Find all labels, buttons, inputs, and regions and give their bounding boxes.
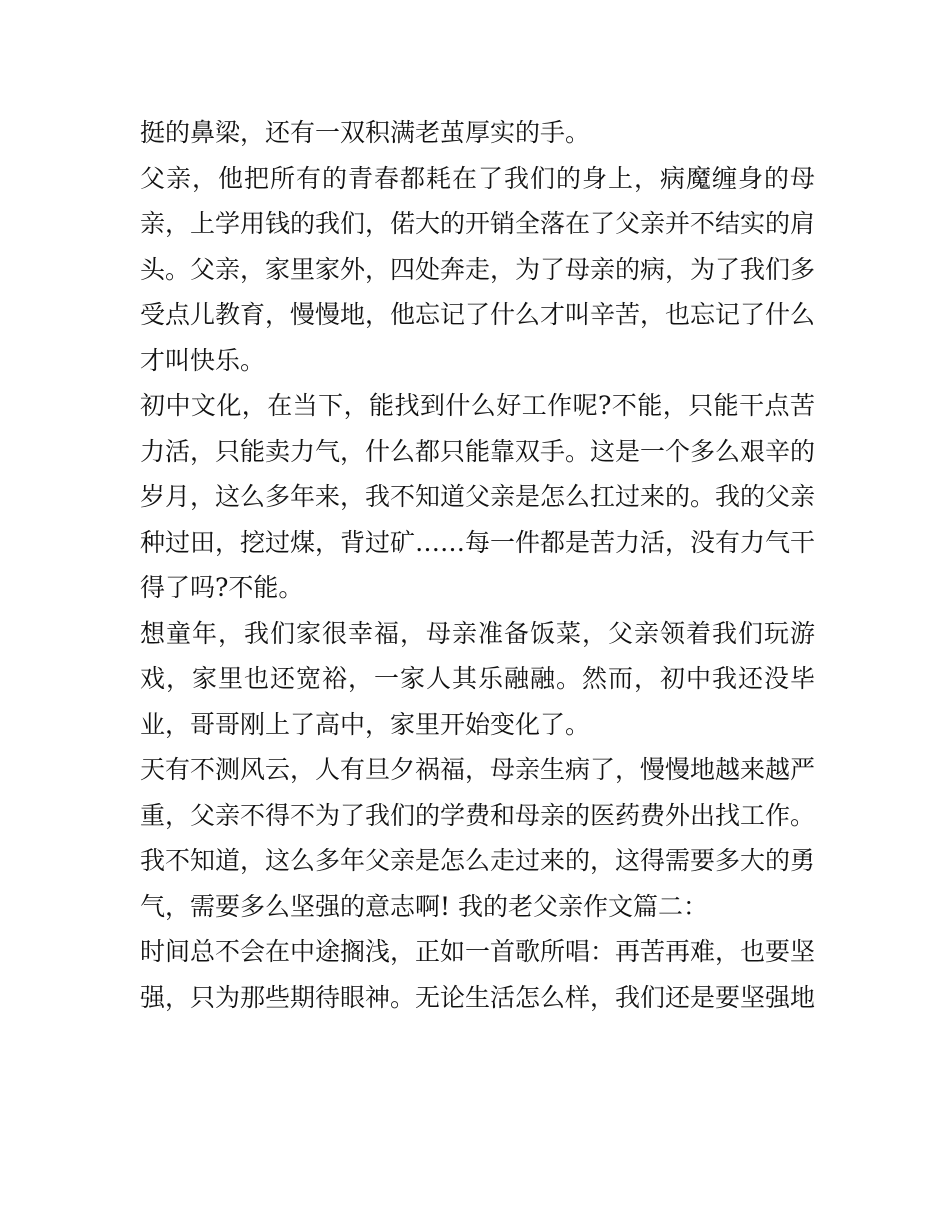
text-line: 头。父亲，家里家外，四处奔走，为了母亲的病，为了我们多 xyxy=(140,254,816,284)
text-line: 挺的鼻梁，还有一双积满老茧厚实的手。 xyxy=(140,118,591,147)
text-line: 得了吗?不能。 xyxy=(140,573,304,602)
text-line: 时间总不会在中途搁浅，正如一首歌所唱：再苦再难，也要坚 xyxy=(140,937,816,966)
text-line: 父亲，他把所有的青春都耗在了我们的身上，病魔缠身的母 xyxy=(140,163,815,193)
text-line: 戏，家里也还宽裕，一家人其乐融融。然而，初中我还没毕 xyxy=(140,664,815,693)
text-line: 我不知道，这么多年父亲是怎么走过来的，这得需要多大的勇 xyxy=(140,846,816,875)
text-line: 天有不测风云，人有旦夕祸福，母亲生病了，慢慢地越来越严 xyxy=(140,755,816,784)
text-line: 重，父亲不得不为了我们的学费和母亲的医药费外出找工作。 xyxy=(140,800,816,830)
essay-body xyxy=(140,110,815,1020)
text-line: 业，哥哥刚上了高中，家里开始变化了。 xyxy=(140,709,591,739)
text-line: 强，只为那些期待眼神。无论生活怎么样，我们还是要坚强地 xyxy=(140,982,816,1012)
text-line: 种过田，挖过煤，背过矿……每一件都是苦力活，没有力气干 xyxy=(140,527,816,557)
text-line: 岁月，这么多年来，我不知道父亲是怎么扛过来的。我的父亲 xyxy=(140,482,816,511)
text-line: 才叫快乐。 xyxy=(140,345,266,375)
text-line: 受点儿教育，慢慢地，他忘记了什么才叫辛苦，也忘记了什么 xyxy=(140,300,816,329)
text-line: 力活，只能卖力气，什么都只能靠双手。这是一个多么艰辛的 xyxy=(140,436,816,466)
text-line: 亲，上学用钱的我们，偌大的开销全落在了父亲并不结实的肩 xyxy=(140,209,816,238)
text-line: 初中文化，在当下，能找到什么好工作呢?不能，只能干点苦 xyxy=(140,391,815,420)
text-line: 气，需要多么坚强的意志啊! 我的老父亲作文篇二： xyxy=(140,891,708,921)
text-line: 想童年，我们家很幸福，母亲准备饭菜，父亲领着我们玩游 xyxy=(140,618,815,648)
